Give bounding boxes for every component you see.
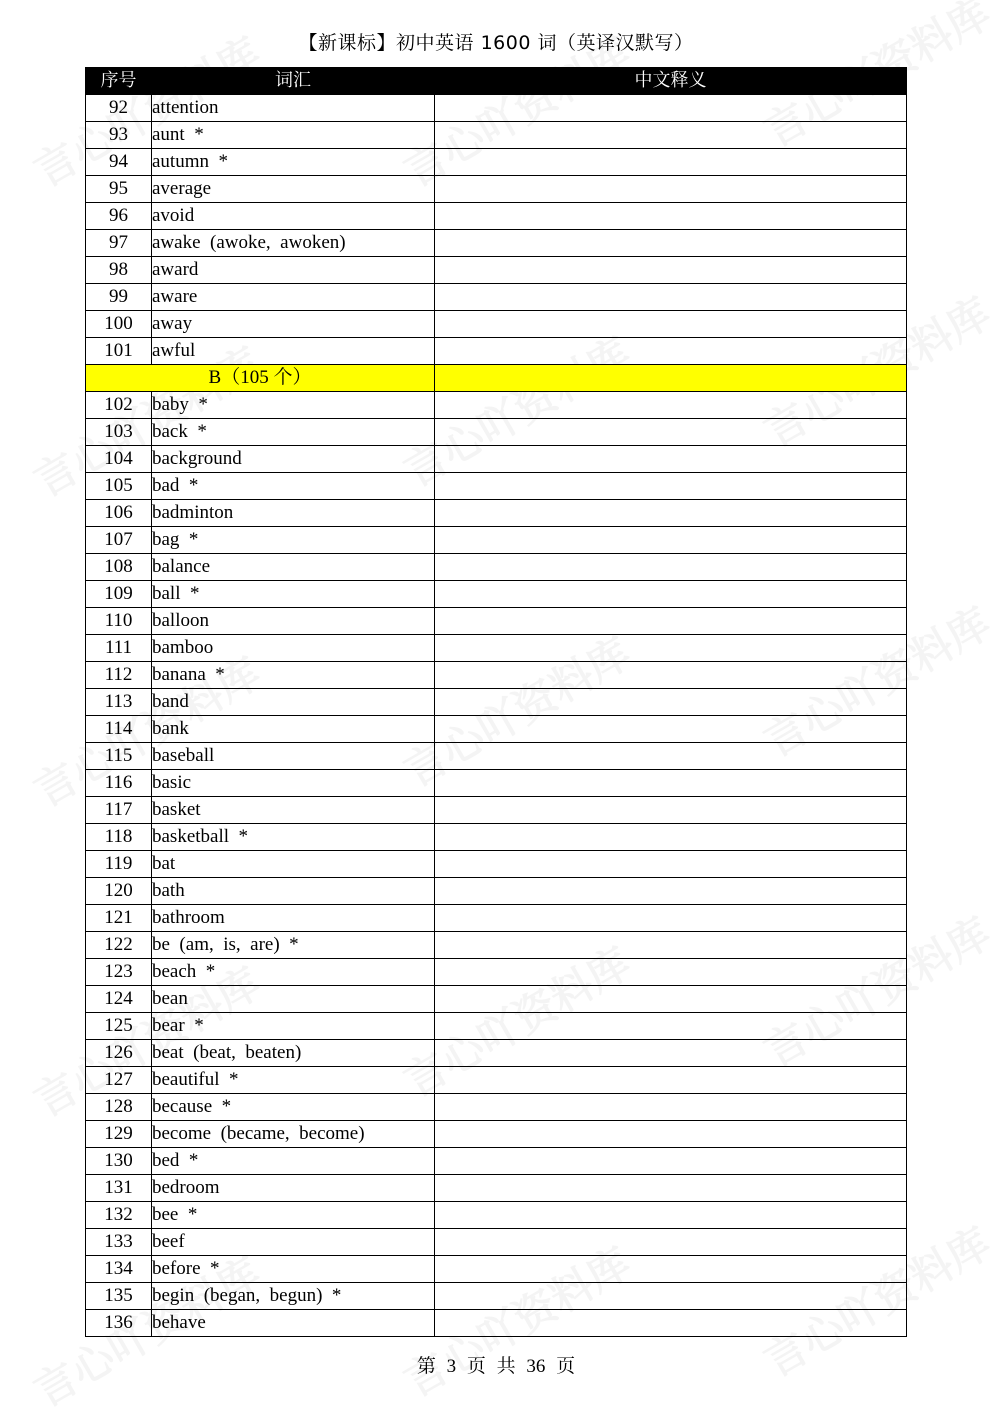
row-number: 113 [86,689,152,716]
row-number: 127 [86,1067,152,1094]
table-row [86,959,907,986]
row-word: bat [152,851,435,878]
row-word: beach * [152,959,435,986]
row-meaning-blank[interactable] [435,662,907,689]
table-row [86,392,907,419]
row-word: ball * [152,581,435,608]
row-meaning-blank[interactable] [435,527,907,554]
table-row [86,851,907,878]
row-number: 132 [86,1202,152,1229]
row-word: aware [152,284,435,311]
row-word: badminton [152,500,435,527]
row-word: bad * [152,473,435,500]
row-number: 123 [86,959,152,986]
row-number: 96 [86,203,152,230]
table-row [86,1067,907,1094]
row-word: become (became, become) [152,1121,435,1148]
section-label: B（105 个） [86,365,435,392]
row-meaning-blank[interactable] [435,1202,907,1229]
row-number: 131 [86,1175,152,1202]
table-row [86,986,907,1013]
table-row [86,203,907,230]
vocabulary-table [85,67,907,1337]
row-meaning-blank[interactable] [435,986,907,1013]
row-word: bag * [152,527,435,554]
row-number: 122 [86,932,152,959]
row-number: 114 [86,716,152,743]
row-number: 115 [86,743,152,770]
row-meaning-blank[interactable] [435,1121,907,1148]
row-number: 125 [86,1013,152,1040]
table-row [86,419,907,446]
row-number: 118 [86,824,152,851]
row-meaning-blank[interactable] [435,1040,907,1067]
row-meaning-blank[interactable] [435,1067,907,1094]
row-meaning-blank[interactable] [435,203,907,230]
row-number: 100 [86,311,152,338]
table-row [86,1283,907,1310]
table-row [86,1094,907,1121]
row-word: beautiful * [152,1067,435,1094]
row-number: 121 [86,905,152,932]
row-word: back * [152,419,435,446]
row-word: awake (awoke, awoken) [152,230,435,257]
row-word: balance [152,554,435,581]
row-meaning-blank[interactable] [435,1256,907,1283]
row-word: basket [152,797,435,824]
table-row [86,122,907,149]
row-meaning-blank[interactable] [435,1283,907,1310]
row-number: 102 [86,392,152,419]
row-word: be (am, is, are) * [152,932,435,959]
row-meaning-blank[interactable] [435,149,907,176]
table-row [86,824,907,851]
row-number: 95 [86,176,152,203]
row-meaning-blank[interactable] [435,1148,907,1175]
row-meaning-blank[interactable] [435,797,907,824]
table-row [86,1256,907,1283]
row-word: bear * [152,1013,435,1040]
row-meaning-blank[interactable] [435,500,907,527]
section-blank-cell [435,365,907,392]
table-row [86,635,907,662]
row-number: 110 [86,608,152,635]
row-word: aunt * [152,122,435,149]
row-word: basic [152,770,435,797]
table-row [86,95,907,122]
row-word: begin (began, begun) * [152,1283,435,1310]
row-word: basketball * [152,824,435,851]
row-meaning-blank[interactable] [435,1229,907,1256]
row-number: 106 [86,500,152,527]
row-number: 109 [86,581,152,608]
row-number: 107 [86,527,152,554]
table-row [86,581,907,608]
row-number: 119 [86,851,152,878]
row-word: beat (beat, beaten) [152,1040,435,1067]
table-row [86,1229,907,1256]
row-word: bank [152,716,435,743]
table-row [86,797,907,824]
row-meaning-blank[interactable] [435,176,907,203]
table-row [86,689,907,716]
row-meaning-blank[interactable] [435,743,907,770]
table-row [86,311,907,338]
row-word: balloon [152,608,435,635]
row-meaning-blank[interactable] [435,932,907,959]
row-meaning-blank[interactable] [435,1094,907,1121]
row-meaning-blank[interactable] [435,878,907,905]
row-word: baby * [152,392,435,419]
row-meaning-blank[interactable] [435,1175,907,1202]
row-number: 120 [86,878,152,905]
row-number: 133 [86,1229,152,1256]
row-meaning-blank[interactable] [435,824,907,851]
table-row [86,473,907,500]
row-number: 124 [86,986,152,1013]
table-row [86,716,907,743]
table-row [86,1175,907,1202]
table-row [86,257,907,284]
row-word: bean [152,986,435,1013]
table-row [86,1148,907,1175]
row-word: award [152,257,435,284]
table-row [86,1202,907,1229]
row-meaning-blank[interactable] [435,230,907,257]
row-word: bedroom [152,1175,435,1202]
column-header-number: 序号 [86,68,152,95]
row-meaning-blank[interactable] [435,338,907,365]
row-meaning-blank[interactable] [435,851,907,878]
table-row [86,527,907,554]
table-row [86,770,907,797]
row-number: 108 [86,554,152,581]
row-word: bamboo [152,635,435,662]
row-word: bee * [152,1202,435,1229]
row-number: 112 [86,662,152,689]
row-word: because * [152,1094,435,1121]
table-row [86,932,907,959]
row-word: beef [152,1229,435,1256]
row-word: average [152,176,435,203]
row-number: 128 [86,1094,152,1121]
table-row [86,149,907,176]
row-meaning-blank[interactable] [435,311,907,338]
row-meaning-blank[interactable] [435,257,907,284]
row-meaning-blank[interactable] [435,959,907,986]
row-word: bed * [152,1148,435,1175]
row-meaning-blank[interactable] [435,392,907,419]
section-header-row [86,365,907,392]
row-meaning-blank[interactable] [435,1310,907,1337]
row-number: 93 [86,122,152,149]
column-header-meaning: 中文释义 [435,68,907,95]
row-meaning-blank[interactable] [435,635,907,662]
document-title: 【新课标】初中英语 1600 词（英译汉默写） [298,32,694,54]
table-row [86,662,907,689]
table-row [86,1013,907,1040]
table-row [86,1310,907,1337]
row-word: bath [152,878,435,905]
row-meaning-blank[interactable] [435,905,907,932]
row-word: attention [152,95,435,122]
table-row [86,608,907,635]
row-number: 135 [86,1283,152,1310]
row-number: 116 [86,770,152,797]
table-row [86,878,907,905]
table-row [86,1040,907,1067]
row-number: 94 [86,149,152,176]
row-number: 126 [86,1040,152,1067]
row-number: 111 [86,635,152,662]
row-number: 104 [86,446,152,473]
row-number: 97 [86,230,152,257]
row-word: background [152,446,435,473]
row-meaning-blank[interactable] [435,419,907,446]
row-meaning-blank[interactable] [435,446,907,473]
table-row [86,1121,907,1148]
table-row [86,284,907,311]
table-row [86,446,907,473]
row-word: banana * [152,662,435,689]
row-word: bathroom [152,905,435,932]
row-word: baseball [152,743,435,770]
row-word: away [152,311,435,338]
row-number: 130 [86,1148,152,1175]
row-meaning-blank[interactable] [435,473,907,500]
row-meaning-blank[interactable] [435,284,907,311]
row-number: 99 [86,284,152,311]
row-number: 105 [86,473,152,500]
row-number: 136 [86,1310,152,1337]
row-meaning-blank[interactable] [435,122,907,149]
row-meaning-blank[interactable] [435,716,907,743]
row-number: 129 [86,1121,152,1148]
table-row [86,743,907,770]
row-meaning-blank[interactable] [435,770,907,797]
table-row [86,338,907,365]
table-row [86,500,907,527]
table-row [86,554,907,581]
row-word: awful [152,338,435,365]
column-header-word: 词汇 [152,68,435,95]
row-word: band [152,689,435,716]
table-row [86,176,907,203]
row-word: behave [152,1310,435,1337]
row-meaning-blank[interactable] [435,1013,907,1040]
row-meaning-blank[interactable] [435,95,907,122]
row-meaning-blank[interactable] [435,554,907,581]
row-number: 101 [86,338,152,365]
row-number: 98 [86,257,152,284]
page-footer: 第 3 页 共 36 页 [416,1356,576,1377]
row-number: 103 [86,419,152,446]
row-word: avoid [152,203,435,230]
row-number: 92 [86,95,152,122]
table-row [86,905,907,932]
row-number: 117 [86,797,152,824]
row-meaning-blank[interactable] [435,608,907,635]
row-meaning-blank[interactable] [435,689,907,716]
row-meaning-blank[interactable] [435,581,907,608]
row-number: 134 [86,1256,152,1283]
row-word: before * [152,1256,435,1283]
table-header-row [86,68,907,95]
table-row [86,230,907,257]
row-word: autumn * [152,149,435,176]
